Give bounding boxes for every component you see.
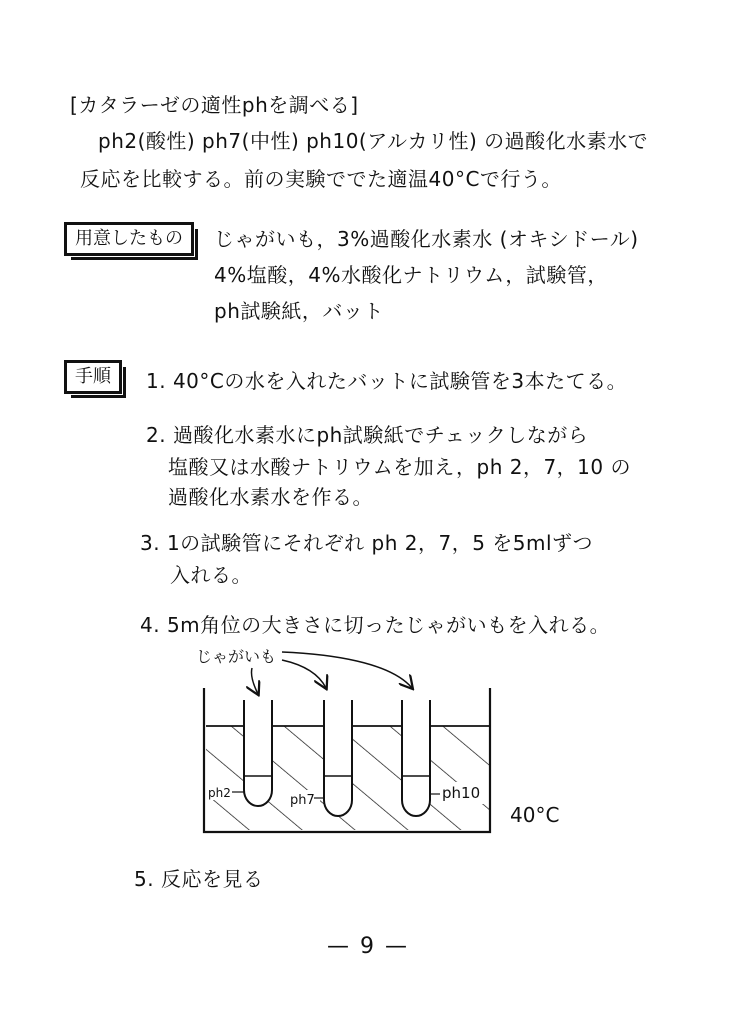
materials-line-1: じゃがいも，3%過酸化水素水 (オキシドール) <box>214 227 639 251</box>
materials-line-3: ph試験紙，バット <box>214 299 384 323</box>
potato-arrow-2 <box>282 660 326 688</box>
tube-label-ph7: ph7 <box>290 793 315 808</box>
step-2-line-1: 2. 過酸化水素水にph試験紙でチェックしながら <box>146 423 589 447</box>
tube-label-ph10: ph10 <box>442 784 481 802</box>
test-tube-ph2 <box>244 700 272 806</box>
step-1: 1. 40°Cの水を入れたバットに試験管を3本たてる。 <box>146 369 628 393</box>
intro-line-1: ph2(酸性) ph7(中性) ph10(アルカリ性) の過酸化水素水で <box>98 129 649 153</box>
materials-label: 用意したもの <box>64 222 194 256</box>
potato-arrow-3 <box>282 652 412 688</box>
step-3-line-2: 入れる。 <box>170 563 252 587</box>
procedure-label: 手順 <box>64 360 122 394</box>
step-4: 4. 5m角位の大きさに切ったじゃがいもを入れる。 <box>140 613 611 637</box>
step-2-line-3: 過酸化水素水を作る。 <box>168 485 373 509</box>
test-tube-ph10 <box>402 700 430 816</box>
step-3-line-1: 3. 1の試験管にそれぞれ ph 2，7，5 を5mlずつ <box>140 531 594 555</box>
tube-label-ph2: ph2 <box>208 786 231 800</box>
intro-line-2: 反応を比較する。前の実験ででた適温40°Cで行う。 <box>80 167 562 191</box>
page-number: — 9 — <box>327 934 409 959</box>
test-tube-ph7 <box>324 700 352 816</box>
bath-temperature: 40°C <box>510 803 560 827</box>
step-2-line-2: 塩酸又は水酸ナトリウムを加え，ph 2，7，10 の <box>168 455 631 479</box>
potato-arrow-1 <box>251 668 258 694</box>
potato-label: じゃがいも <box>196 647 277 666</box>
step-5: 5. 反応を見る <box>134 867 264 891</box>
page-title: [カタラーゼの適性phを調べる] <box>70 93 359 117</box>
materials-line-2: 4%塩酸，4%水酸化ナトリウム，試験管， <box>214 263 608 287</box>
